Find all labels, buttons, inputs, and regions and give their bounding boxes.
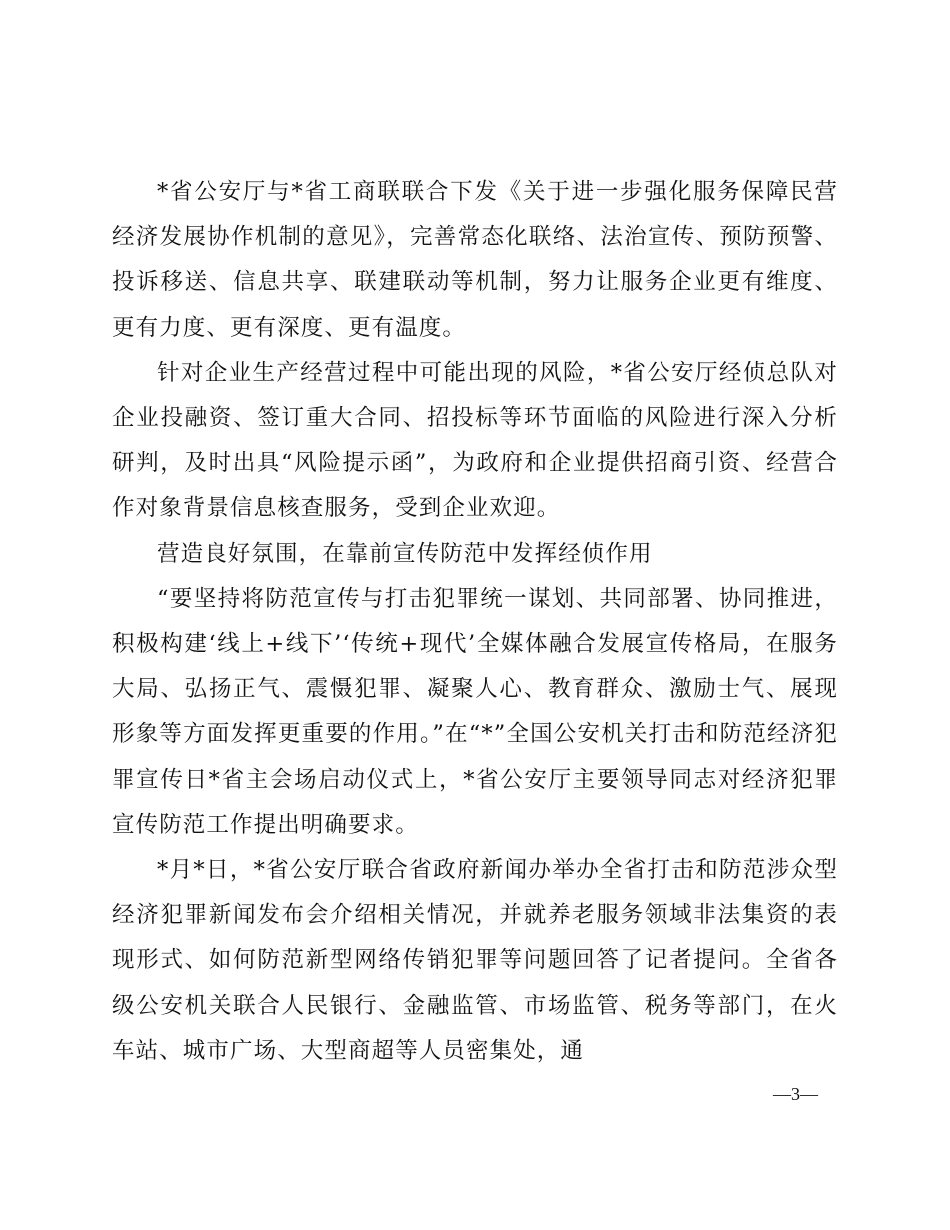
section-heading: 营造良好氛围，在靠前宣传防范中发挥经侦作用: [157, 540, 653, 567]
paragraph-1: *省公安厅与*省工商联联合下发《关于进一步强化服务保障民营经济发展协作机制的意见》，完善常态化联络、法治宣传、预防预警、投诉移送、信息共享、联建联动等机制，努力让服务企业更有维度、更有力度、更有深度、更有温度。: [112, 179, 838, 341]
paragraph-4: *月*日，*省公安厅联合省政府新闻办举办全省打击和防范涉众型经济犯罪新闻发布会介绍相关情况，并就养老服务领域非法集资的表现形式、如何防范新型网络传销犯罪等问题回答了记者提问。全省各级公安机关联合人民银行、金融监管、市场监管、税务等部门，在火车站、城市广场、大型商超等人员密集处，通: [112, 857, 838, 1064]
document-body: [112, 170, 838, 1074]
paragraph-2: 针对企业生产经营过程中可能出现的风险，*省公安厅经侦总队对企业投融资、签订重大合同、招投标等环节面临的风险进行深入分析研判，及时出具“风险提示函”，为政府和企业提供招商引资、经营合作对象背景信息核查服务，受到企业欢迎。: [112, 359, 838, 522]
paragraph-3: “要坚持将防范宣传与打击犯罪统一谋划、共同部署、协同推进，积极构建‘线上+线下’‘传统+现代’全媒体融合发展宣传格局，在服务大局、弘扬正气、震慑犯罪、凝聚人心、教育群众、激励士气、展现形象等方面发挥更重要的作用。”在“*”全国公安机关打击和防范经济犯罪宣传日*省主会场启动仪式上，*省公安厅主要领导同志对经济犯罪宣传防范工作提出明确要求。: [112, 585, 838, 838]
page-number: —3—: [773, 1084, 818, 1104]
